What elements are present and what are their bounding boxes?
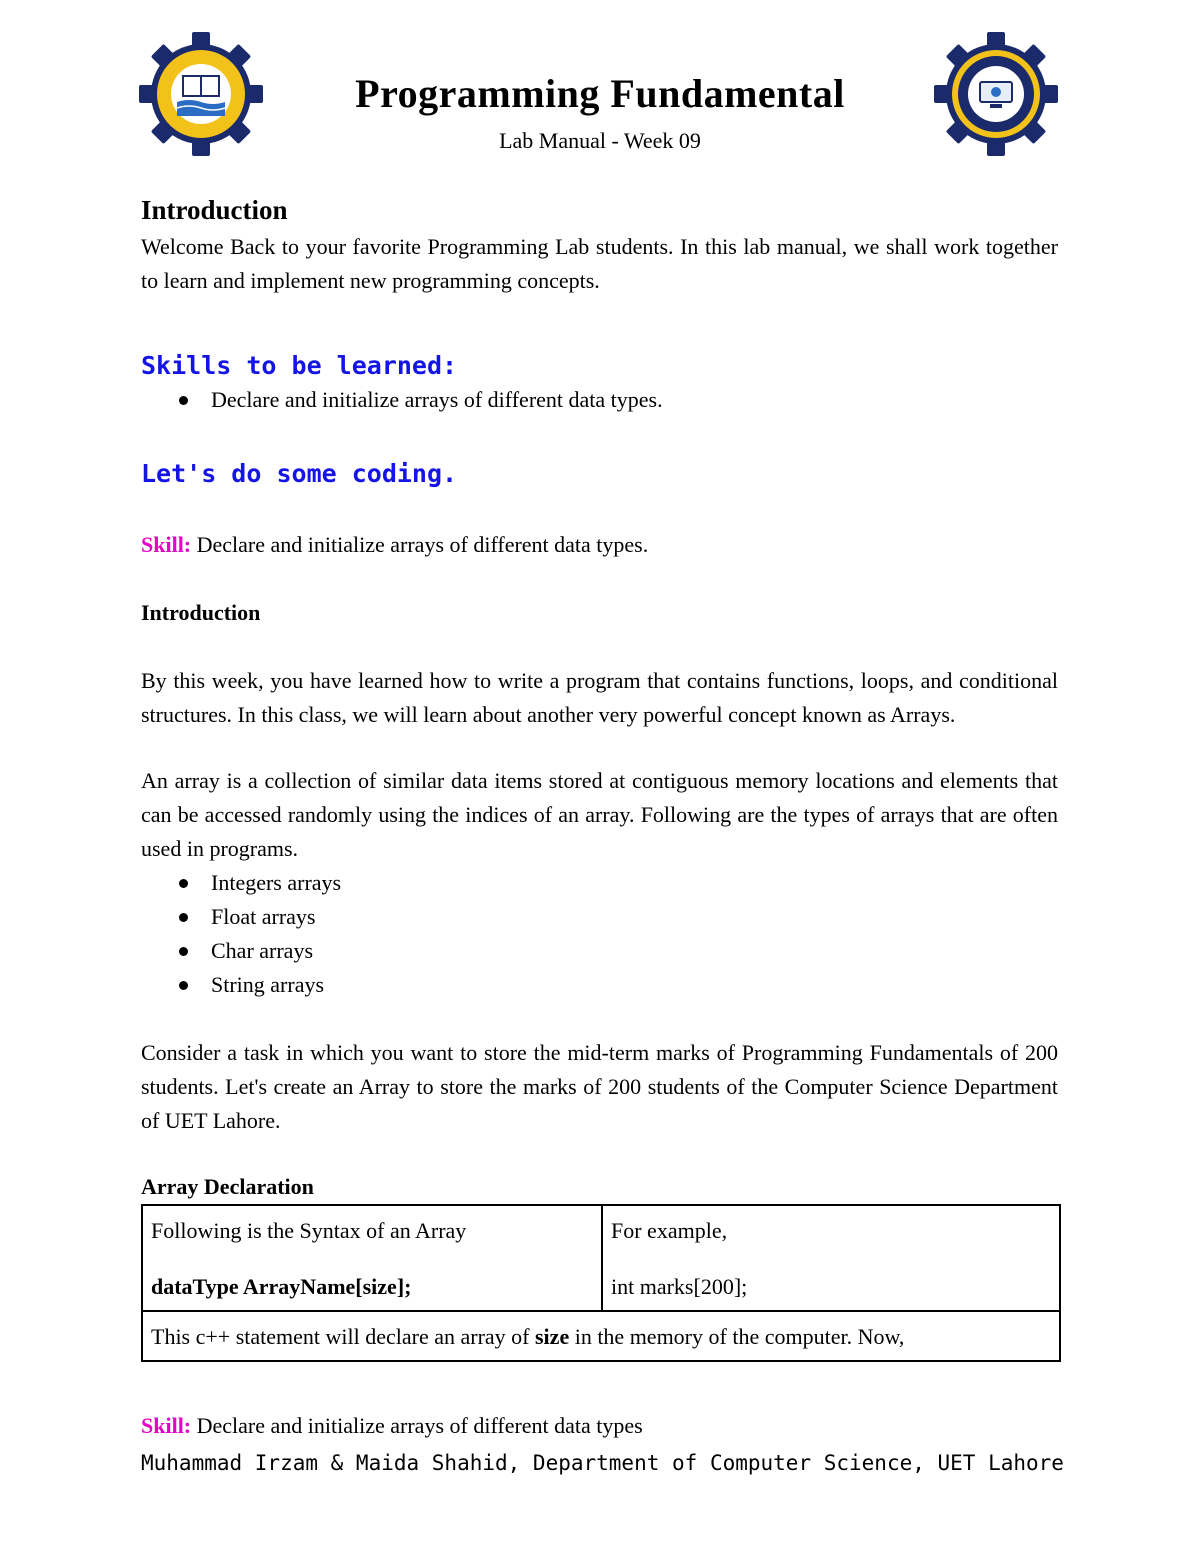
paragraph-task: Consider a task in which you want to store the mid-term marks of Programming Fundamentals of 200 students. Let's create an Array to store the marks of 200 students of the Computer Science Department of UET Lahore. [141,1040,1058,1133]
syntax-code: dataType ArrayName[size]; [151,1274,412,1299]
array-types-list [141,866,1058,1002]
intro-heading: Introduction [141,195,288,225]
section-heading: Introduction [141,600,261,625]
footer-skill-label: Skill: [141,1413,192,1438]
list-item: Float arrays [141,900,1058,934]
note-bold: size [535,1324,570,1349]
page-title: Programming Fundamental [355,71,845,116]
note-post: in the memory of the computer. Now, [569,1324,905,1349]
syntax-cell [142,1205,602,1311]
list-item: String arrays [141,968,1058,1002]
list-item: Char arrays [141,934,1058,968]
list-item: Integers arrays [141,866,1058,900]
footer-skill [141,1410,643,1442]
declaration-heading: Array Declaration [141,1174,314,1199]
footer-skill-text: Declare and initialize arrays of different data types [196,1413,643,1438]
paragraph-arrays-intro: By this week, you have learned how to write a program that contains functions, loops, and conditional structures. In this class, we will learn about another very powerful concept known as Arrays. [141,668,1058,727]
page-subtitle: Lab Manual - Week 09 [499,128,701,153]
skill-line [141,528,1058,562]
skill-text: Declare and initialize arrays of different data types. [196,532,649,557]
syntax-intro: Following is the Syntax of an Array [151,1218,467,1243]
skills-list [141,383,1058,417]
example-cell [602,1205,1060,1311]
document-body [141,190,1058,1362]
example-code: int marks[200]; [611,1274,748,1299]
note-cell [142,1311,1060,1361]
list-item: Declare and initialize arrays of different data types. [141,383,1058,417]
example-intro: For example, [611,1218,728,1243]
skills-heading: Skills to be learned: [141,351,458,380]
note-pre: This c++ statement will declare an array of [151,1324,535,1349]
declaration-table [141,1204,1061,1362]
paragraph-array-definition: An array is a collection of similar data items stored at contiguous memory locations and elements that can be accessed randomly using the indices of an array. Following are the types of arrays that are often used in programs. [141,768,1058,861]
skill-label: Skill: [141,532,192,557]
footer-author: Muhammad Irzam & Maida Shahid, Department of Computer Science, UET Lahore [141,1451,1064,1475]
intro-paragraph: Welcome Back to your favorite Programming Lab students. In this lab manual, we shall work together to learn and implement new programming concepts. [141,234,1058,293]
coding-heading: Let's do some coding. [141,459,458,488]
